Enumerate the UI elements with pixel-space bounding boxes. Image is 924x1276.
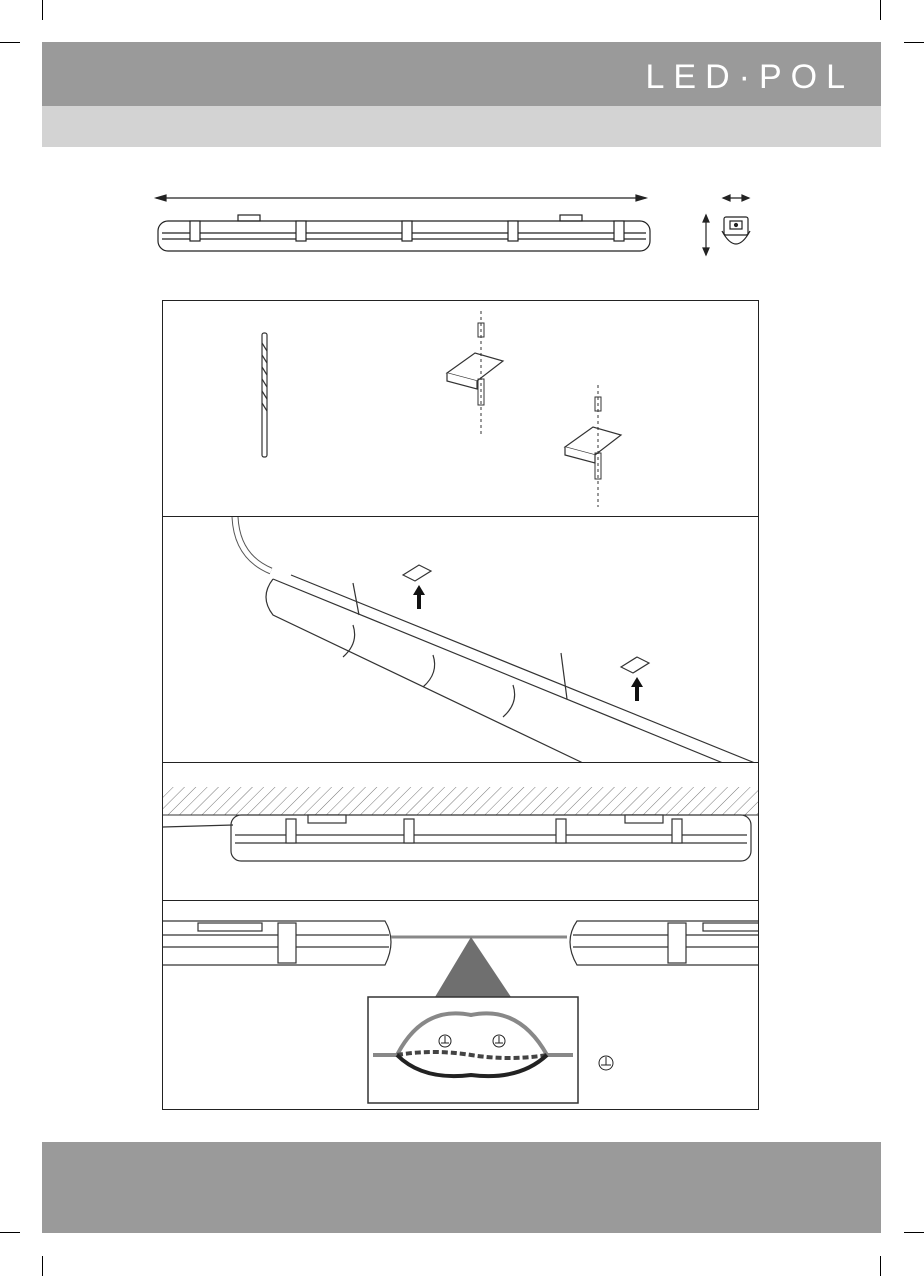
header-sub-band bbox=[42, 106, 881, 147]
crop-mark-left-bottom bbox=[0, 1232, 20, 1233]
crop-mark-top-right bbox=[880, 0, 881, 20]
brand-logo: LED·POL bbox=[645, 58, 854, 96]
crop-mark-right-top bbox=[904, 42, 924, 43]
crop-mark-left-top bbox=[0, 42, 20, 43]
crop-mark-right-bottom bbox=[904, 1232, 924, 1233]
drill-bit-icon bbox=[262, 333, 267, 457]
screw-icon bbox=[478, 311, 601, 507]
dimension-drawing bbox=[150, 185, 780, 260]
footer-band bbox=[42, 1142, 881, 1233]
crop-mark-bottom-left bbox=[42, 1256, 43, 1276]
step-through-wiring-panel bbox=[162, 900, 759, 1110]
step-mount-clips-panel bbox=[162, 300, 759, 518]
crop-mark-bottom-right bbox=[880, 1256, 881, 1276]
crop-mark-top-left bbox=[42, 0, 43, 20]
step-attach-fixture-panel bbox=[162, 516, 759, 764]
step-ceiling-mounted-panel bbox=[162, 762, 759, 902]
mounting-clip-icon bbox=[403, 565, 649, 673]
ceiling-hatch bbox=[163, 787, 759, 815]
